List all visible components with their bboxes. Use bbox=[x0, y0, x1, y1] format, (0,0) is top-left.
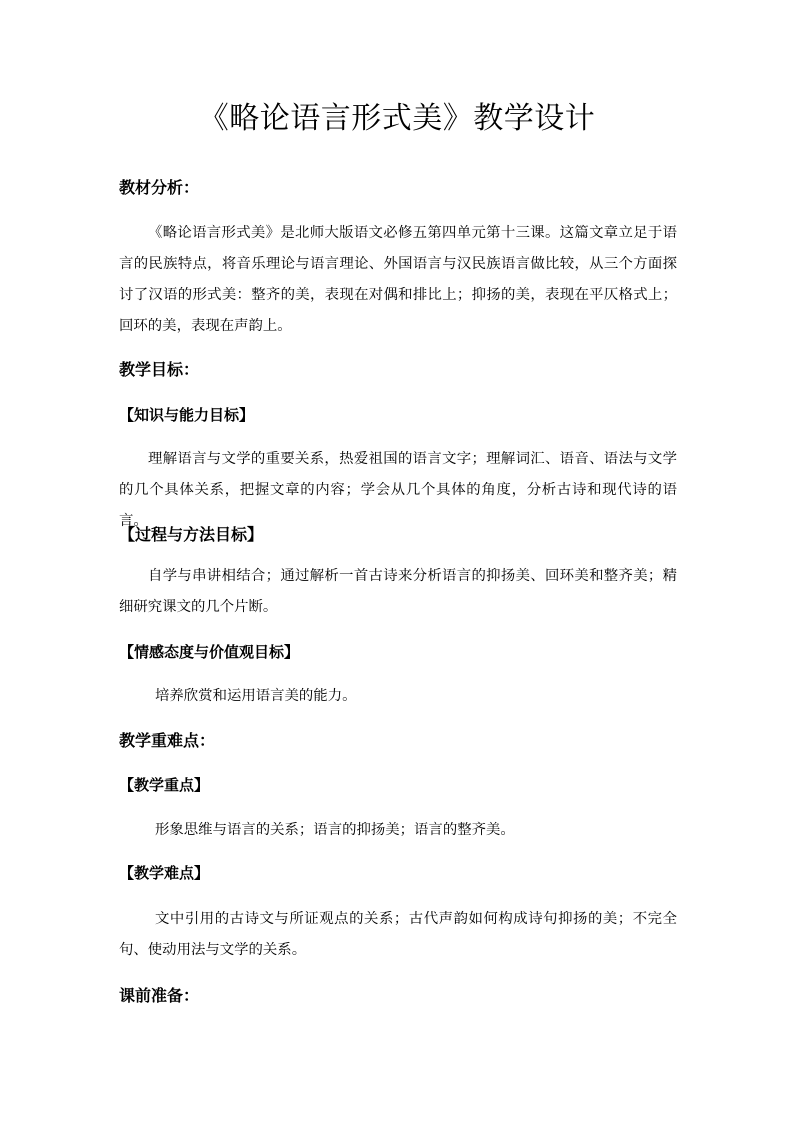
lesson-preparation-heading: 课前准备： bbox=[119, 986, 200, 1005]
key-difficult-points-heading: 教学重难点： bbox=[119, 731, 216, 750]
teaching-focus-text: 形象思维与语言的关系；语言的抑扬美；语言的整齐美。 bbox=[155, 822, 515, 838]
material-analysis-text: 《略论语言形式美》是北师大版语文必修五第四单元第十三课。这篇文章立足于语言的民族特点，将音乐理论与语言理论、外国语言与汉民族语言做比较，从三个方面探讨了汉语的形式美：整齐的美，表现在对偶和排比上；抑扬的美，表现在平仄格式上；回环的美，表现在声韵上。 bbox=[119, 225, 677, 334]
document-title: 《略论语言形式美》教学设计 bbox=[198, 101, 596, 136]
teaching-focus-heading: 【教学重点】 bbox=[119, 776, 210, 794]
emotion-value-text: 培养欣赏和运用语言美的能力。 bbox=[155, 688, 357, 704]
teaching-difficulty-text: 文中引用的古诗文与所证观点的关系；古代声韵如何构成诗句抑扬的美；不完全句、使动用法与文学的关系。 bbox=[119, 911, 677, 958]
knowledge-ability-heading: 【知识与能力目标】 bbox=[119, 406, 255, 424]
teaching-goals-heading: 教学目标： bbox=[119, 360, 200, 379]
emotion-value-heading: 【情感态度与价值观目标】 bbox=[119, 643, 300, 661]
material-analysis-heading: 教材分析： bbox=[119, 178, 200, 197]
teaching-difficulty-heading: 【教学难点】 bbox=[119, 864, 210, 882]
process-method-text: 自学与串讲相结合；通过解析一首古诗来分析语言的抑扬美、回环美和整齐美；精细研究课文的几个片断。 bbox=[119, 568, 677, 615]
knowledge-ability-text: 理解语言与文学的重要关系，热爱祖国的语言文字；理解词汇、语音、语法与文学的几个具体关系，把握文章的内容；学会从几个具体的角度，分析古诗和现代诗的语言。 bbox=[119, 451, 677, 529]
process-method-heading: 【过程与方法目标】 bbox=[119, 525, 264, 544]
